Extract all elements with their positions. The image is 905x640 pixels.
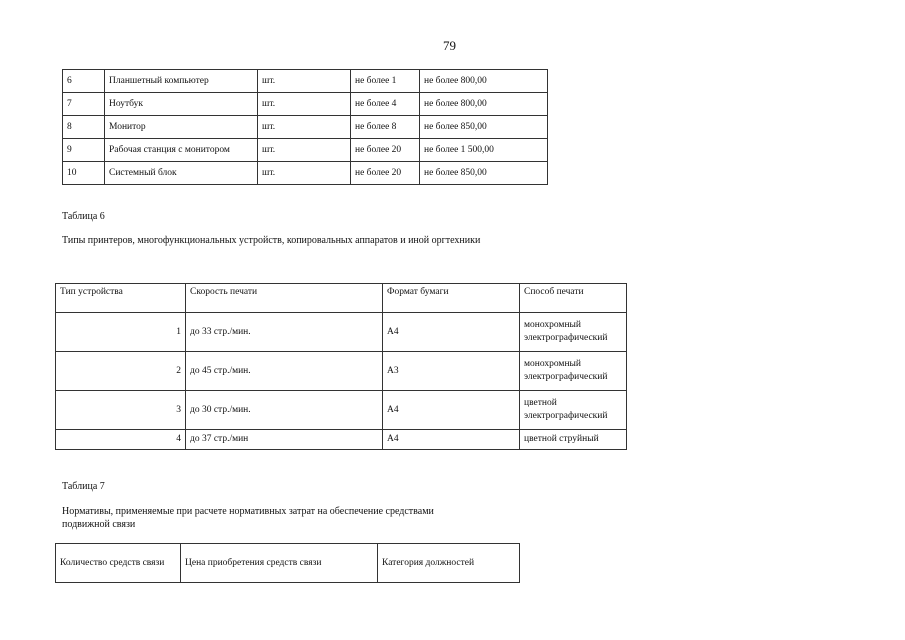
price: не более 850,00 — [420, 162, 548, 185]
quantity: не более 4 — [351, 93, 420, 116]
quantity: не более 1 — [351, 70, 420, 93]
row-number: 7 — [63, 93, 105, 116]
device-type: 3 — [56, 391, 186, 430]
row-number: 8 — [63, 116, 105, 139]
price: не более 800,00 — [420, 93, 548, 116]
table6-caption: Таблица 6 — [62, 211, 105, 222]
table-header-row — [56, 284, 627, 313]
unit: шт. — [258, 139, 351, 162]
equipment-table — [62, 69, 548, 185]
print-method: цветной струйный — [520, 430, 627, 450]
table-row — [63, 162, 548, 185]
device-type: 4 — [56, 430, 186, 450]
table7-caption: Таблица 7 — [62, 481, 105, 492]
table6-description: Типы принтеров, многофункциональных устройств, копировальных аппаратов и иной оргтехники — [62, 235, 481, 246]
row-number: 9 — [63, 139, 105, 162]
header-paper-format: Формат бумаги — [383, 284, 520, 313]
paper-format: А4 — [383, 391, 520, 430]
print-speed: до 45 стр./мин. — [186, 352, 383, 391]
print-method: цветной электрографический — [520, 391, 627, 430]
quantity: не более 20 — [351, 162, 420, 185]
print-speed: до 37 стр./мин — [186, 430, 383, 450]
header-purchase-price: Цена приобретения средств связи — [181, 544, 378, 583]
table-row — [56, 391, 627, 430]
header-device-count: Количество средств связи — [56, 544, 181, 583]
row-number: 6 — [63, 70, 105, 93]
unit: шт. — [258, 70, 351, 93]
quantity: не более 20 — [351, 139, 420, 162]
row-number: 10 — [63, 162, 105, 185]
item-name: Рабочая станция с монитором — [105, 139, 258, 162]
table-row — [63, 116, 548, 139]
item-name: Системный блок — [105, 162, 258, 185]
print-speed: до 33 стр./мин. — [186, 313, 383, 352]
price: не более 800,00 — [420, 70, 548, 93]
unit: шт. — [258, 116, 351, 139]
print-method: монохромный электрографический — [520, 313, 627, 352]
device-type: 1 — [56, 313, 186, 352]
table-header-row — [56, 544, 520, 583]
item-name: Планшетный компьютер — [105, 70, 258, 93]
header-device-type: Тип устройства — [56, 284, 186, 313]
table-row — [56, 313, 627, 352]
unit: шт. — [258, 93, 351, 116]
item-name: Монитор — [105, 116, 258, 139]
header-print-speed: Скорость печати — [186, 284, 383, 313]
print-method: монохромный электрографический — [520, 352, 627, 391]
table-row — [63, 93, 548, 116]
paper-format: А3 — [383, 352, 520, 391]
printers-table — [55, 283, 627, 450]
device-type: 2 — [56, 352, 186, 391]
print-speed: до 30 стр./мин. — [186, 391, 383, 430]
price: не более 850,00 — [420, 116, 548, 139]
price: не более 1 500,00 — [420, 139, 548, 162]
table-row — [56, 430, 627, 450]
table-row — [56, 352, 627, 391]
item-name: Ноутбук — [105, 93, 258, 116]
paper-format: А4 — [383, 430, 520, 450]
header-position-category: Категория должностей — [378, 544, 520, 583]
page-number: 79 — [443, 38, 456, 53]
table-row — [63, 139, 548, 162]
table-row — [63, 70, 548, 93]
header-print-method: Способ печати — [520, 284, 627, 313]
quantity: не более 8 — [351, 116, 420, 139]
paper-format: А4 — [383, 313, 520, 352]
mobile-communications-table — [55, 543, 520, 583]
unit: шт. — [258, 162, 351, 185]
table7-description: Нормативы, применяемые при расчете нормативных затрат на обеспечение средствами подвижной связи — [62, 506, 434, 530]
